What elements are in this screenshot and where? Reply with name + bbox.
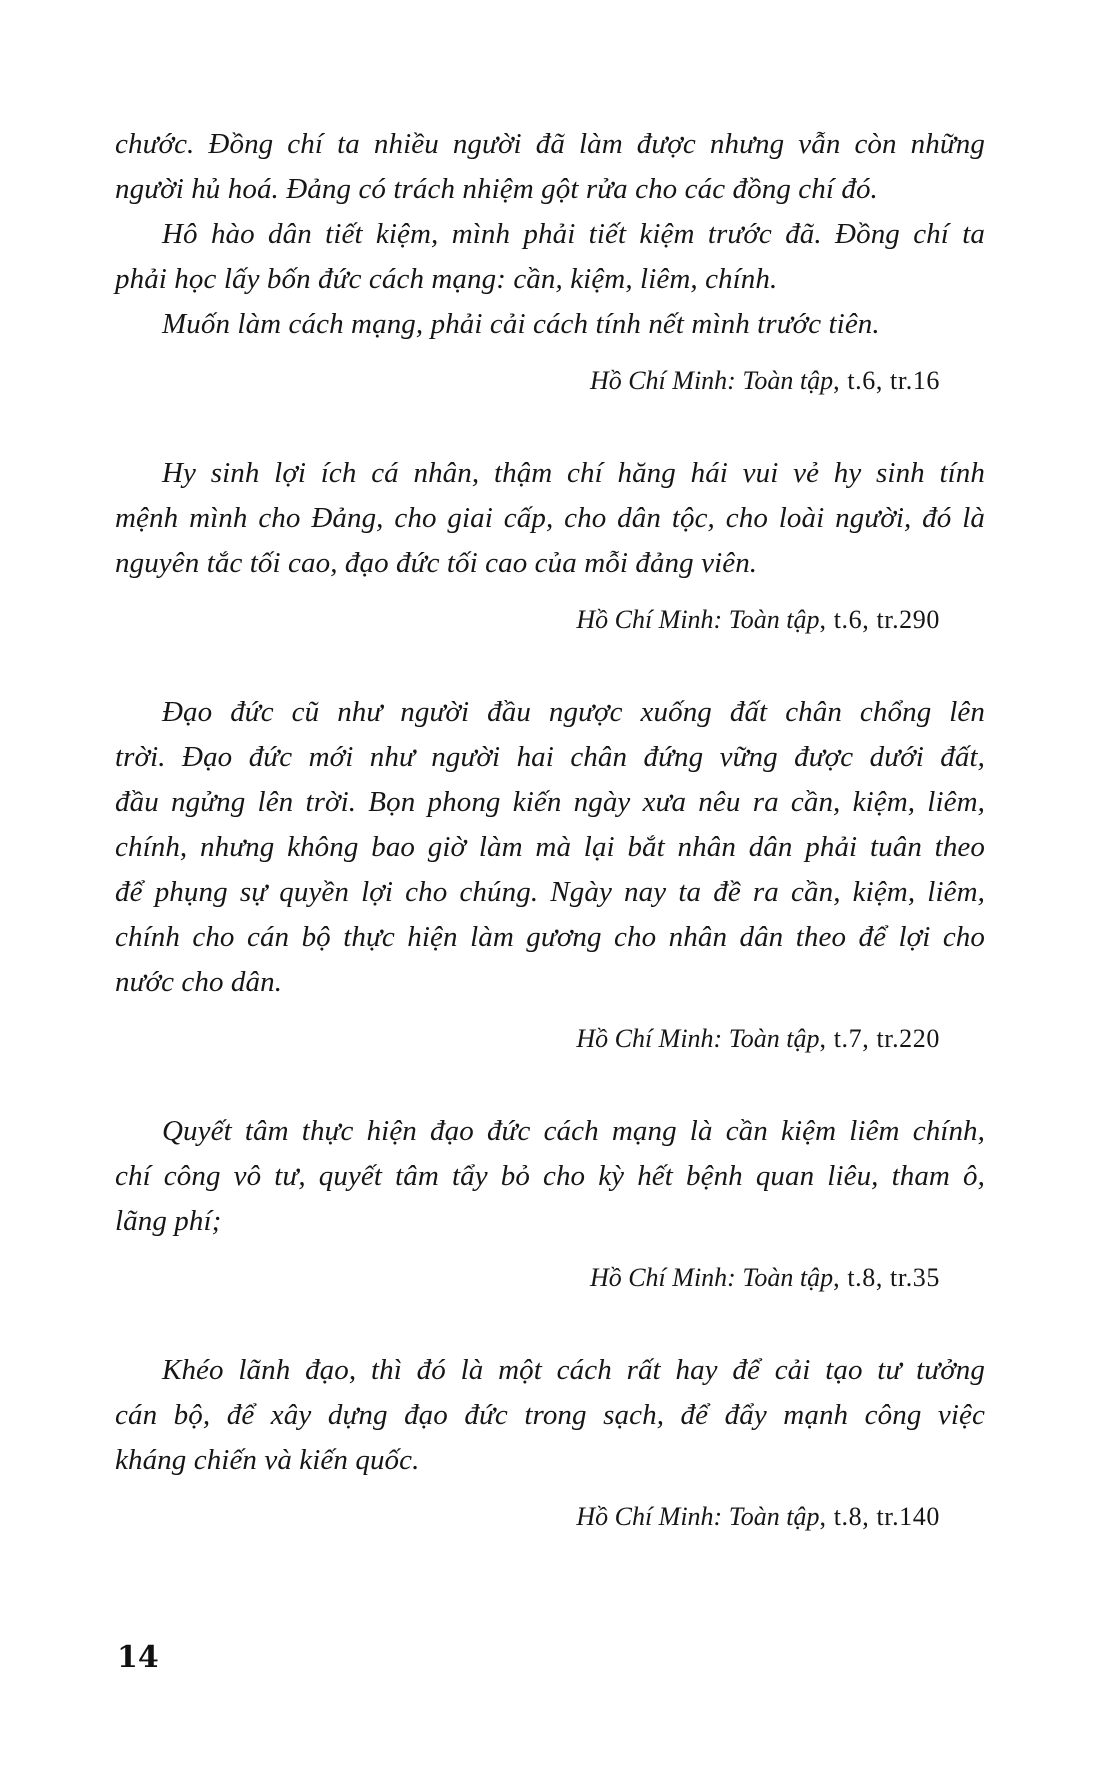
quote-text-line: nước cho dân. [115, 966, 283, 998]
quote-text-line: trời. Đạo đức mới như người hai chân đứng vững được dưới đất, [115, 741, 985, 773]
citation-source: Hồ Chí Minh: Toàn tập [576, 605, 820, 634]
quote-text-line: để phụng sự quyền lợi cho chúng. Ngày nay ta đề ra cần, kiệm, liêm, [115, 876, 985, 908]
citation [115, 1497, 940, 1537]
quote-text-line: Muốn làm cách mạng, phải cải cách tính nết mình trước tiên. [162, 308, 880, 340]
citation [115, 361, 940, 401]
quote-text-line: chính cho cán bộ thực hiện làm gương cho nhân dân theo để lợi cho [115, 921, 985, 953]
quote-text-line: Hô hào dân tiết kiệm, mình phải tiết kiệm trước đã. Đồng chí ta [162, 218, 985, 250]
citation-source: Hồ Chí Minh: Toàn tập [576, 1024, 820, 1053]
quote-text-line: kháng chiến và kiến quốc. [115, 1444, 420, 1476]
quote-text-line: chí công vô tư, quyết tâm tẩy bỏ cho kỳ hết bệnh quan liêu, tham ô, [115, 1160, 985, 1192]
quote-block [115, 122, 985, 401]
citation-source: Hồ Chí Minh: Toàn tập [589, 366, 834, 395]
citation-source: Hồ Chí Minh: Toàn tập [576, 1502, 820, 1531]
page-content [115, 122, 985, 1587]
quote-block [115, 1348, 985, 1537]
quote-block [115, 451, 985, 640]
quote-text-line: chước. Đồng chí ta nhiều người đã làm được nhưng vẫn còn những [115, 128, 985, 160]
quote-text-line: phải học lấy bốn đức cách mạng: cần, kiệm, liêm, chính. [115, 263, 778, 295]
citation-volume-page: , t.8, tr.140 [819, 1502, 940, 1531]
citation-volume-page: , t.7, tr.220 [819, 1024, 940, 1053]
quote-text-line: chính, nhưng không bao giờ làm mà lại bắt nhân dân phải tuân theo [115, 831, 985, 863]
citation [115, 600, 940, 640]
quote-block [115, 690, 985, 1059]
quote-text-line: cán bộ, để xây dựng đạo đức trong sạch, để đẩy mạnh công việc [115, 1399, 985, 1431]
quote-text-line: người hủ hoá. Đảng có trách nhiệm gột rửa cho các đồng chí đó. [115, 173, 878, 205]
quote-text-line: nguyên tắc tối cao, đạo đức tối cao của mỗi đảng viên. [115, 547, 758, 579]
quote-text-line: lãng phí; [115, 1205, 222, 1237]
citation [115, 1258, 940, 1298]
quote-text-line: mệnh mình cho Đảng, cho giai cấp, cho dân tộc, cho loài người, đó là [115, 502, 985, 534]
citation-volume-page: , t.6, tr.290 [819, 605, 940, 634]
quote-text-line: đầu ngửng lên trời. Bọn phong kiến ngày xưa nêu ra cần, kiệm, liêm, [115, 786, 985, 818]
page-number: 14 [117, 1640, 159, 1675]
quote-text-line: Quyết tâm thực hiện đạo đức cách mạng là cần kiệm liêm chính, [162, 1115, 985, 1147]
citation-volume-page: , t.8, tr.35 [833, 1263, 940, 1292]
quote-text-line: Hy sinh lợi ích cá nhân, thậm chí hăng hái vui vẻ hy sinh tính [162, 457, 985, 489]
citation [115, 1019, 940, 1059]
quote-text-line: Khéo lãnh đạo, thì đó là một cách rất hay để cải tạo tư tưởng [162, 1354, 985, 1386]
quote-text-line: Đạo đức cũ như người đầu ngược xuống đất chân chổng lên [162, 696, 985, 728]
citation-source: Hồ Chí Minh: Toàn tập [589, 1263, 834, 1292]
citation-volume-page: , t.6, tr.16 [833, 366, 940, 395]
quote-block [115, 1109, 985, 1298]
